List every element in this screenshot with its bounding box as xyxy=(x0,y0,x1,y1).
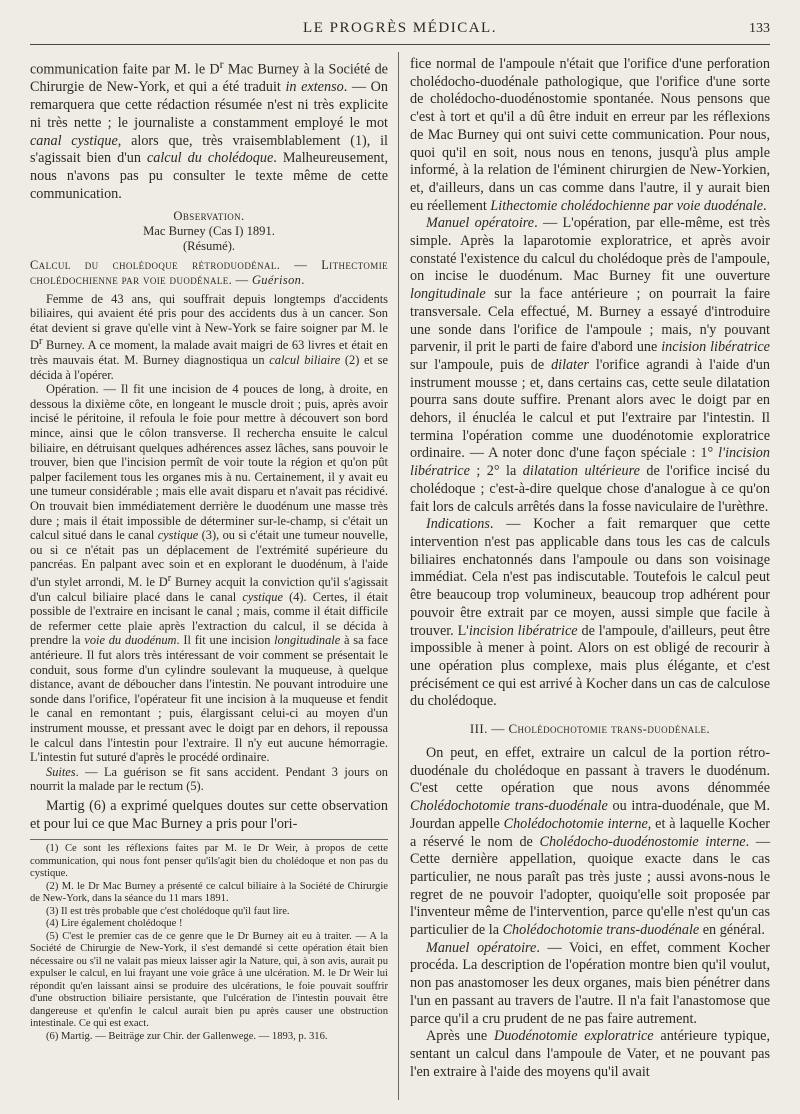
footnote-1: (1) Ce sont les réflexions faites par M. le Dr Weir, à propos de cette communication, qui nous font penser qu'ils'agit bien du cholédoque et non pas du cystique. xyxy=(30,843,388,880)
running-header xyxy=(30,18,770,45)
right-paragraph-duodenotomie: Après une Duodénotomie exploratrice antérieure typique, sentant un calcul dans l'ampoule de Vater, et ne pouvant pas l'en extraire à l'aide des moyens qu'il avait xyxy=(410,1028,771,1080)
right-paragraph-choledochotomie: On peut, en effet, extraire un calcul de la portion rétro-duodénale du cholédoque en passant à travers le duodénum. C'est cette opération que nous avons dénommée Cholédochotomie trans-duodénale ou intra-duodénale, que M. Jourdan appelle Cholédochotomie interne, et à laquelle Kocher a réservé le nom de Cholédocho-duodénostomie interne. — Cette dernière appellation, quoique exacte dans le cas particulier, ne nous paraît pas très juste ; aussi avons-nous le regret de ne pouvoir l'adopter, quoiqu'elle soit proposée par l'inventeur même de l'intervention, parce qu'elle n'est qu'un cas particulier de la Cholédochotomie trans-duodénale en général. xyxy=(410,745,771,939)
right-paragraph-manuel-1: Manuel opératoire. — L'opération, par elle-même, est très simple. Après la laparotomie exploratrice, et après avoir constaté l'existence du calcul du cholédoque près de l'ampoule, on incise le duodénum. Mac Burney fit une ouverture longitudinale sur la face antérieure ; on pourrait la faire transversale. Cela effectué, M. Burney a essayé d'introduire une sonde dans l'orifice de l'ampoule ; mais, n'y pouvant parvenir, il prit le parti de faire d'abord une incision libératrice sur l'ampoule, puis de dilater l'orifice agrandi à l'aide d'un instrument mousse ; et, dans certains cas, cette seule dilatation pourra sans doute suffire. Prenant alors avec le doigt par en dehors, il énucléa le calcul et put l'extraire par l'intestin. Il termina l'opération comme une duodénotomie exploratrice ordinaire. — A noter donc d'une façon spéciale : 1° l'incision libératrice ; 2° la dilatation ultérieure de l'orifice incisé du cholédoque ; c'est-à-dire quelque chose d'analogue à ce qu'on fait lors de calculs arrêtés dans la fosse naviculaire de l'urèthre. xyxy=(410,215,770,515)
footnote-4: (4) Lire également cholédoque ! xyxy=(46,918,183,930)
page-number: 133 xyxy=(749,21,770,36)
section-heading-iii: III. — Cholédochotomie trans-duodénale. xyxy=(469,721,711,737)
case-paragraph-operation: Opération. — Il fit une incision de 4 pouces de long, à droite, en dessous la dixième côte, en longeant le muscle droit ; puis, après avoir incisé le péritoine, il refoula le foie pour mettre à découvert son bord mince, ainsi que le côlon transverse. Il rechercha ensuite le calcul biliaire, en détruisant quelques adhérences assez lâches, sans pouvoir le trouver, bien que l'incision permît de voir toute la région et qu'on pût palper facilement tous les organes mis à nu. Certainement, il y avait eu une tumeur considérable ; mais elle avait disparu et n'avait pas récidivé. On trouvait bien immédiatement derrière le duodénum une masse très dure ; mais il était impossible de déterminer sur-le-champ, si c'était un calcul situé dans le canal cystique (3), ou si c'était une tumeur nouvelle, ou si ce n'était pas un déplacement de l'extrémité supérieure du pancréas. En palpant avec soin et en explorant le duodénum, à l'aide d'un stylet arrondi, M. le $D^r$ Burney acquit la conviction qu'il s'agissait d'un calcul biliaire placé dans le canal cystique (4). Certes, il était possible de l'extraire en incisant le canal ; mais, comme il était difficile de refermer cette plaie après l'extraction du calcul, il se décida à prendre la voie du duodénum. Il fit une incision longitudinale à sa face antérieure. Il fut alors très intéressant de voir comment se présentait le conduit, sous forme d'un cylindre soulevant la muqueuse, à quelque distance, avant de déboucher dans l'intestin. Ne pouvant introduire une sonde dans l'orifice, l'opérateur fit une incision à la muqueuse et fendit le canal en remontant ; puis, élargissant celui-ci au moyen d'un instrument mousse, et pressant avec le doigt par en dehors, il repoussa le calcul dans l'intestin pour l'extraire. Il n'y eut aucune hémorragie. L'intestin fut suturé d'après le procédé ordinaire. xyxy=(30,382,388,765)
footnote-6: (6) Martig. — Beiträge zur Chir. der Gallenwege. — 1893, p. 316. xyxy=(46,1030,328,1042)
footnote-5: (5) C'est le premier cas de ce genre que le Dr Burney ait eu à traiter. — A la Société de Chirurgie de New-York, il s'est demandé si cette opération était bien nécessaire ou s'il ne valait pas mieux laisser agir la Nature, qui, à son avis, aurait pu expulser le calcul, en lui frayant une voie grâce à une ulcération. M. le Dr Weir lui répondit qu'en laissant ainsi se produire des ulcérations, le foie pouvait souffrir d'une obstruction biliaire persistante, que l'ulcération de l'intestin pouvait être dangereuse et qu'enfin le calcul aurait bien pu après causer une obstruction intestinale. Ce qui est exact. xyxy=(30,930,388,1030)
footnote-3: (3) Il est très probable que c'est cholédoque qu'il faut lire. xyxy=(46,905,290,917)
right-paragraph-indications: Indications. — Kocher a fait remarquer que cette intervention n'est pas applicable dans tous les cas de calculs biliaires enchatonnés dans l'ampoule ou dans son voisinage immédiat. Cela n'est pas indiscutable. Toutefois le calcul peut être beaucoup trop volumineux, beaucoup trop adhérent pour pouvoir être extrait par ce moyen, aussi simple que facile à trouver. L'incision libératrice de l'ampoule, d'ailleurs, peut être impossible à mener à point. Alors on est obligé de recourir à une opération plus complexe, mais plus élégante, et c'est précisément ce qui est arrivé à Kocher dans un cas de calculose du cholédoque. xyxy=(410,516,770,710)
case-title: Calcul du cholédoque rétroduodénal. — Lithectomie cholédochienne par voie duodénale. — Guérison. xyxy=(30,258,388,287)
observation-heading xyxy=(30,209,388,254)
observation-title: Observation. xyxy=(173,209,245,224)
observation-case-line: Mac Burney (Cas I) 1891. xyxy=(143,224,275,239)
right-column xyxy=(410,56,770,1081)
journal-title: LE PROGRÈS MÉDICAL. xyxy=(303,20,497,36)
observation-note: (Résumé). xyxy=(182,239,236,254)
footnotes xyxy=(30,843,388,1043)
right-paragraph-manuel-2: Manuel opératoire. — Voici, en effet, comment Kocher procéda. La description de l'opération montre bien qu'il voulut, non pas anastomoser les deux organes, mais bien pénétrer dans l'un en passant au travers de l'autre. Il n'a fait l'anastomose que parce qu'il a cru prudent de ne pas faire autrement. xyxy=(410,939,770,1027)
left-column xyxy=(30,56,388,1043)
case-paragraph-suites: Suites. — La guérison se fit sans accident. Pendant 3 jours on nourrit la malade par le rectum (5). xyxy=(30,764,388,794)
case-paragraph-history: Femme de 43 ans, qui souffrait depuis longtemps d'accidents biliaires, qui avaient été pris pour des accidents dus à un cancer. Son état devient si grave qu'elle vint à New-York se faire soigner par M. le $D^r$ Burney. A ce moment, la malade avait maigri de 63 livres et était en très mauvais état. M. Burney diagnostiqua un calcul biliaire (2) et se décida à l'opérer. xyxy=(30,291,388,382)
left-paragraph-martig: Martig (6) a exprimé quelques doutes sur cette observation et pour lui ce que Mac Burney a pris pour l'ori- xyxy=(30,797,388,832)
footnote-divider xyxy=(30,839,388,840)
left-paragraph-intro: communication faite par M. le $D^r$ Mac Burney à la Société de Chirurgie de New-York, et qui a été traduit in extenso. — On remarquera que cette rédaction résumée n'est ni très explicite ni très nette ; le journaliste a constamment employé le mot canal cystique, alors que, très vraisemblablement (1), il s'agissait bien d'un calcul du cholédoque. Malheureusement, nous n'avons pas pu consulter le texte même de cette communication. xyxy=(30,57,389,202)
right-paragraph-continuation: fice normal de l'ampoule n'était que l'orifice d'une perforation cholédocho-duodénale pathologique, que l'orifice d'une sorte de cholédocho-duodénostomie spontanée. Nous pensons que c'est à tort et qu'il a dû être induit en erreur par les réflexions de Mac Burney qui ont suivi cette communication. Pour nous, quoi qu'il en soit, nous nous en tenons, jusqu'à plus ample informé, à la relation de l'éminent chirurgien de New-Yorkien, et, d'ailleurs, dans un cas comme dans l'autre, il y aurait bien eu réellement Lithectomie cholédochienne par voie duodénale. xyxy=(410,56,770,214)
column-divider xyxy=(398,52,399,1100)
footnote-2: (2) M. le Dr Mac Burney a présenté ce calcul biliaire à la Société de Chirurgie de New-York, dans la séance du 11 mars 1891. xyxy=(30,880,388,905)
